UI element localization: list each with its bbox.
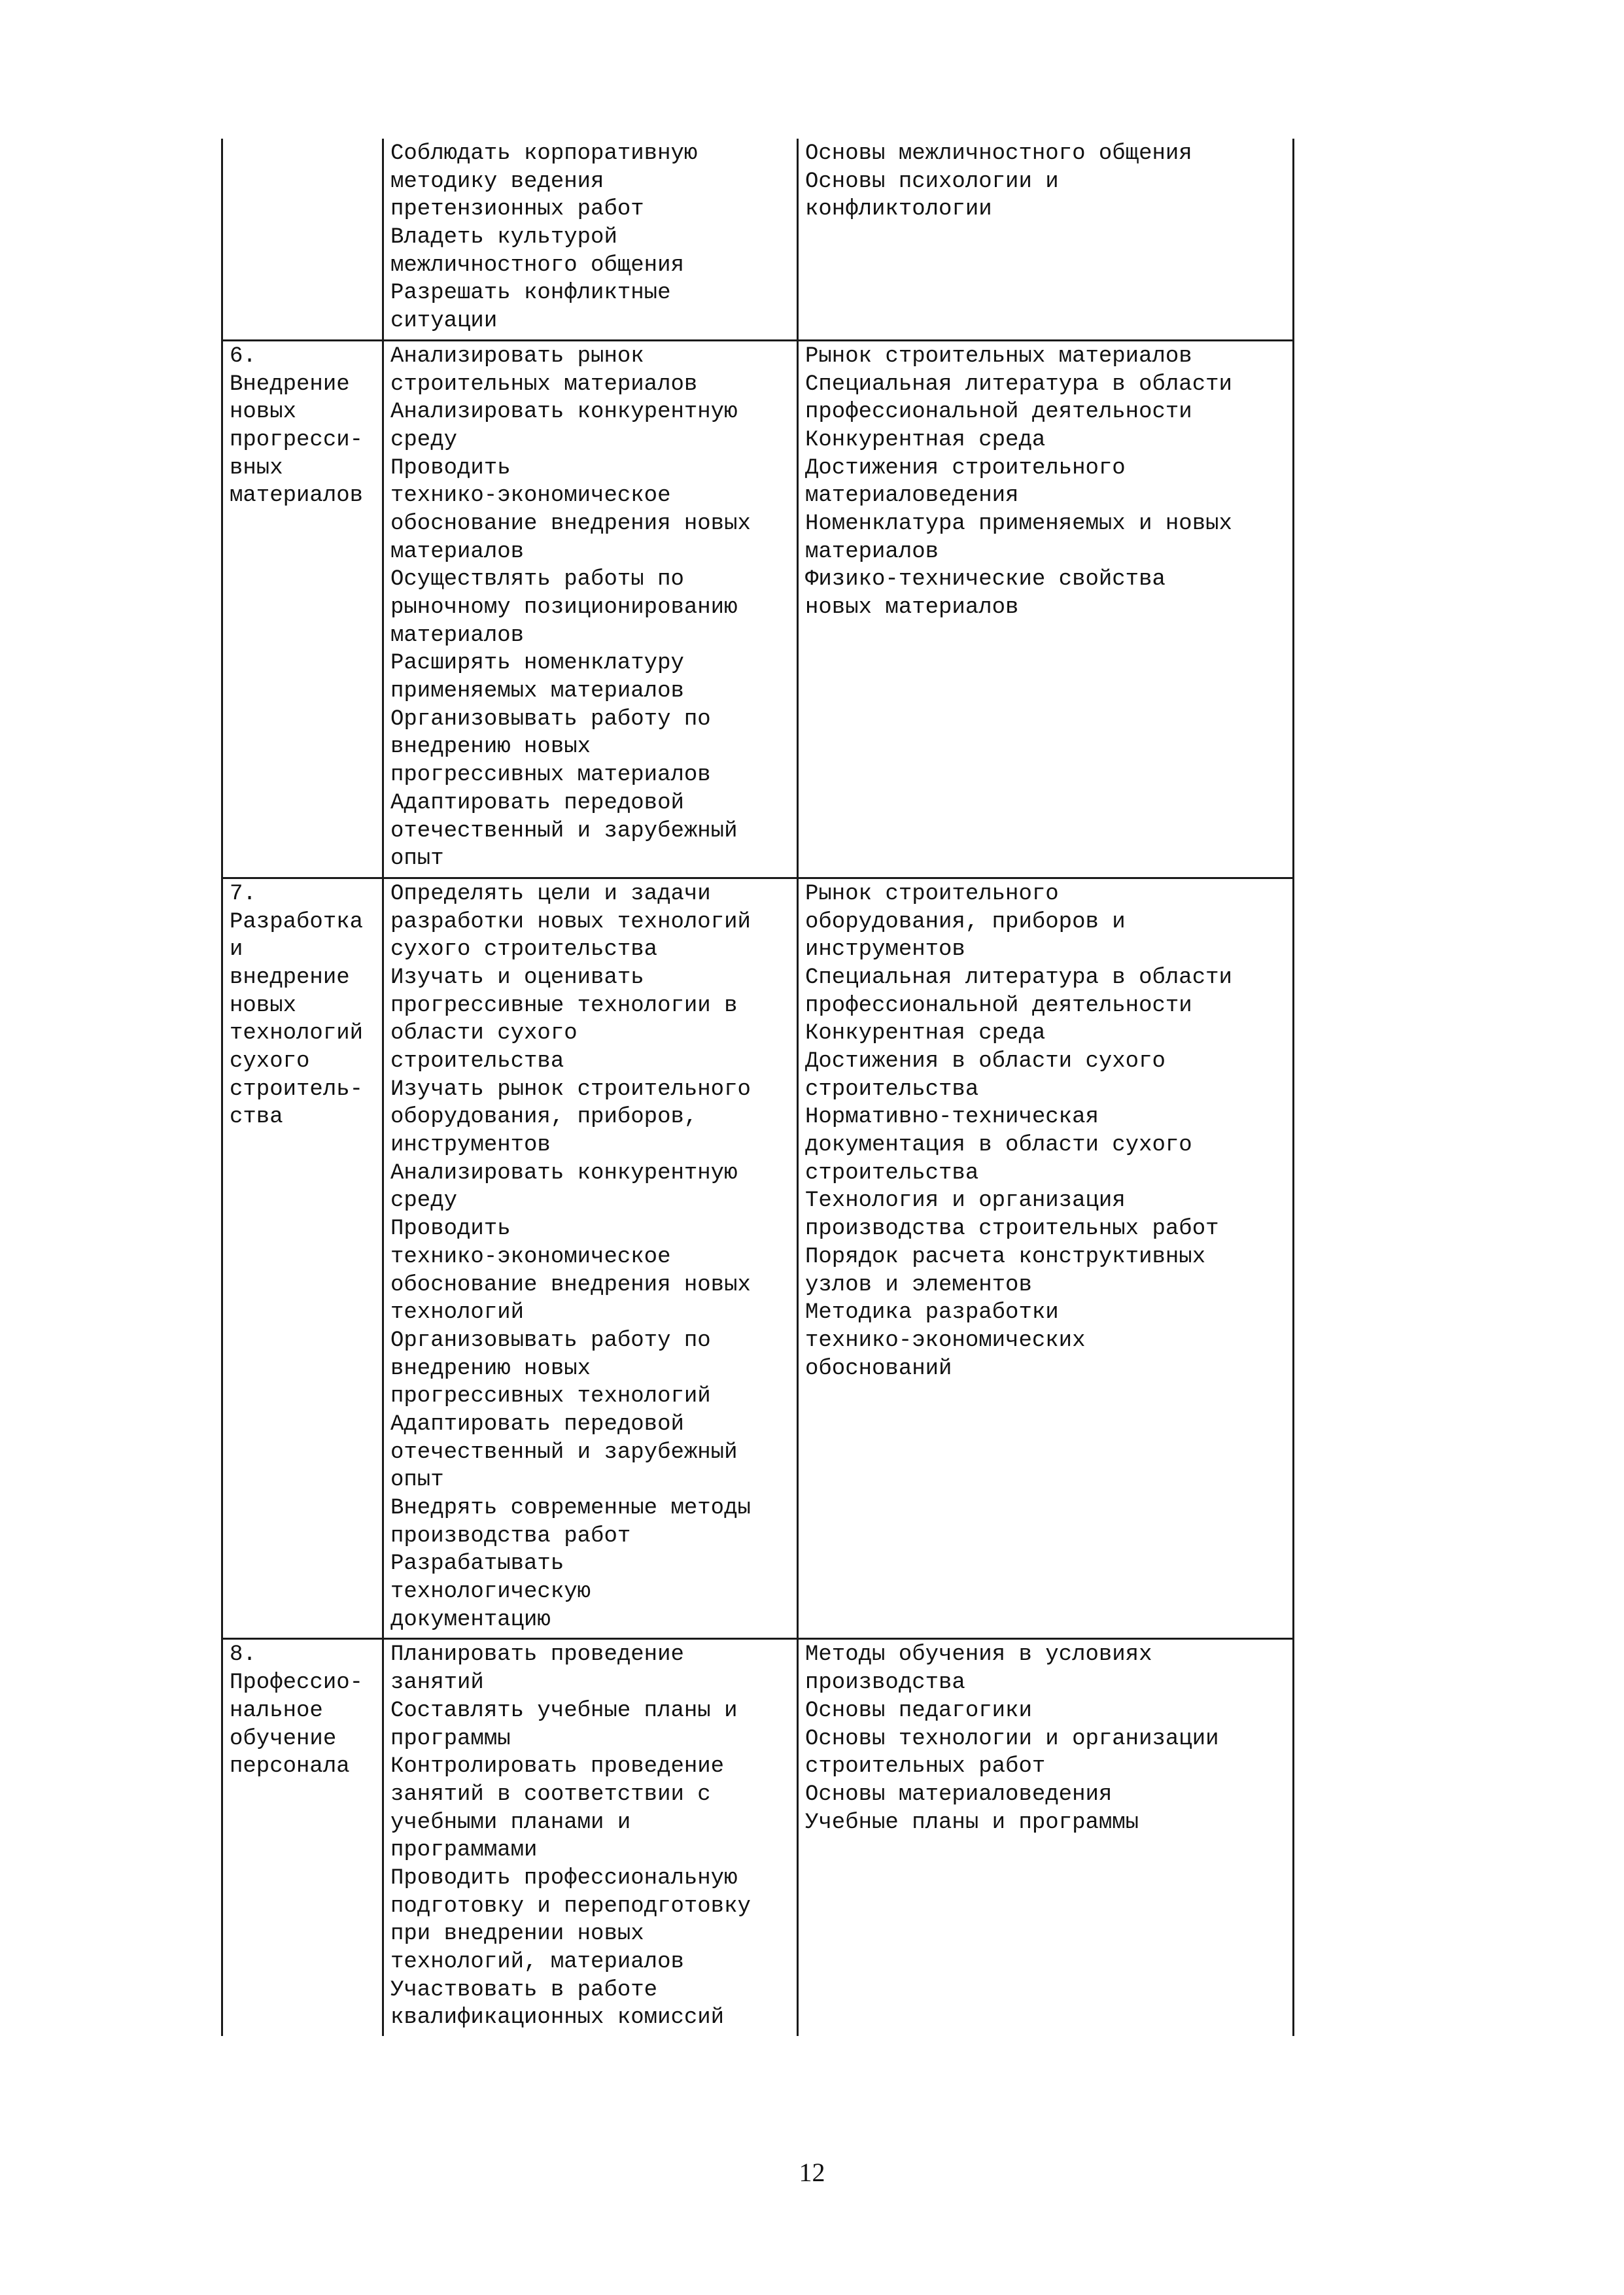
cell-line: материалов: [805, 539, 939, 564]
cell-line: строительства: [805, 1077, 979, 1102]
cell-line: Планировать проведение: [390, 1642, 684, 1668]
knowledge-cell: [798, 878, 1294, 1639]
knowledge-cell: [798, 340, 1294, 878]
cell-line: программы: [390, 1726, 511, 1751]
cell-line: прогрессивные технологии в: [390, 993, 738, 1018]
table-row: [222, 878, 1294, 1639]
cell-line: претензионных работ: [390, 197, 644, 222]
cell-line: Адаптировать передовой: [390, 790, 684, 816]
skills-cell: [383, 878, 798, 1639]
cell-line: Осуществлять работы по: [390, 567, 684, 593]
cell-line: программами: [390, 1838, 538, 1863]
cell-line: Нормативно-техническая: [805, 1105, 1099, 1130]
cell-line: сухого строительства: [390, 937, 658, 963]
cell-line: вных: [230, 455, 283, 481]
cell-line: Изучать рынок строительного: [390, 1077, 751, 1102]
cell-line: среду: [390, 1188, 458, 1214]
cell-line: производства работ: [390, 1523, 631, 1549]
cell-line: персонала: [230, 1754, 350, 1780]
cell-line: 7.: [230, 881, 256, 906]
cell-line: новых: [230, 400, 297, 425]
table-row: [222, 340, 1294, 878]
cell-line: Основы педагогики: [805, 1698, 1032, 1723]
cell-line: оборудования, приборов,: [390, 1105, 698, 1130]
cell-line: технологий, материалов: [390, 1950, 684, 1975]
cell-line: разработки новых технологий: [390, 909, 751, 935]
cell-line: материалов: [390, 623, 525, 648]
skills-cell: [383, 1639, 798, 2036]
cell-line: опыт: [390, 846, 444, 872]
cell-line: технико-экономических: [805, 1328, 1086, 1353]
cell-line: обоснование внедрения новых: [390, 1272, 751, 1298]
cell-line: сухого: [230, 1049, 310, 1074]
cell-line: Основы психологии и: [805, 169, 1059, 194]
cell-line: конфликтологии: [805, 197, 992, 222]
cell-line: ства: [230, 1105, 283, 1130]
cell-line: Внедрять современные методы: [390, 1496, 751, 1521]
cell-line: отечественный и зарубежный: [390, 1440, 738, 1465]
cell-line: опыт: [390, 1468, 444, 1493]
cell-line: производства строительных работ: [805, 1217, 1219, 1242]
cell-line: Анализировать конкурентную: [390, 1160, 738, 1186]
cell-line: Специальная литература в области: [805, 371, 1232, 397]
cell-line: внедрение: [230, 965, 350, 990]
cell-line: строительства: [805, 1160, 979, 1186]
skills-cell: [383, 139, 798, 340]
cell-line: Номенклатура применяемых и новых: [805, 511, 1232, 536]
cell-line: материалов: [390, 539, 525, 564]
cell-line: материаловедения: [805, 483, 1019, 509]
qualification-table: [221, 139, 1294, 2036]
cell-line: новых материалов: [805, 595, 1019, 620]
cell-line: технологий: [390, 1300, 525, 1326]
table-row: [222, 1639, 1294, 2036]
cell-line: и: [230, 937, 243, 963]
cell-line: учебными планами и: [390, 1810, 631, 1835]
skills-cell: [383, 340, 798, 878]
cell-line: узлов и элементов: [805, 1272, 1032, 1298]
cell-line: Порядок расчета конструктивных: [805, 1244, 1206, 1269]
cell-line: Разрешать конфликтные: [390, 281, 671, 306]
cell-line: Разрабатывать: [390, 1551, 564, 1577]
cell-line: строитель-: [230, 1077, 364, 1102]
cell-line: применяемых материалов: [390, 679, 684, 704]
cell-line: технико-экономическое: [390, 483, 671, 509]
cell-line: Определять цели и задачи: [390, 881, 711, 906]
cell-line: Участвовать в работе: [390, 1977, 658, 2003]
cell-line: строительных работ: [805, 1754, 1046, 1780]
cell-line: Организовывать работу по: [390, 706, 711, 732]
cell-line: Проводить: [390, 1217, 511, 1242]
cell-line: при внедрении новых: [390, 1922, 644, 1947]
cell-line: обоснований: [805, 1356, 952, 1381]
cell-line: Владеть культурой: [390, 225, 617, 250]
cell-line: обучение: [230, 1726, 337, 1751]
page-number: 12: [799, 2158, 825, 2187]
cell-line: профессиональной деятельности: [805, 993, 1192, 1018]
cell-line: Адаптировать передовой: [390, 1411, 684, 1437]
cell-line: Разработка: [230, 909, 364, 935]
cell-line: квалификационных комиссий: [390, 2005, 725, 2031]
cell-line: Основы межличностного общения: [805, 141, 1192, 166]
cell-line: Соблюдать корпоративную: [390, 141, 698, 166]
cell-line: Конкурентная среда: [805, 1021, 1046, 1046]
cell-line: Методы обучения в условиях: [805, 1642, 1152, 1668]
cell-line: строительных материалов: [390, 371, 698, 397]
cell-line: Изучать и оценивать: [390, 965, 644, 990]
cell-line: Контролировать проведение: [390, 1754, 725, 1780]
cell-line: Методика разработки: [805, 1300, 1059, 1326]
cell-line: Профессио-: [230, 1670, 364, 1696]
cell-line: Конкурентная среда: [805, 427, 1046, 453]
cell-line: Специальная литература в области: [805, 965, 1232, 990]
cell-line: среду: [390, 427, 458, 453]
cell-line: Анализировать конкурентную: [390, 400, 738, 425]
cell-line: подготовку и переподготовку: [390, 1893, 751, 1919]
function-cell: [222, 878, 383, 1639]
cell-line: внедрению новых: [390, 1356, 591, 1381]
cell-line: профессиональной деятельности: [805, 400, 1192, 425]
cell-line: инструментов: [390, 1133, 551, 1158]
cell-line: документация в области сухого: [805, 1133, 1192, 1158]
cell-line: прогрессивных материалов: [390, 763, 711, 788]
cell-line: прогресси-: [230, 427, 364, 453]
cell-line: методику ведения: [390, 169, 604, 194]
cell-line: внедрению новых: [390, 734, 591, 760]
cell-line: документацию: [390, 1607, 551, 1632]
cell-line: занятий: [390, 1670, 484, 1696]
cell-line: межличностного общения: [390, 252, 684, 278]
cell-line: области сухого: [390, 1021, 578, 1046]
cell-line: Проводить: [390, 455, 511, 481]
function-cell: [222, 340, 383, 878]
cell-line: новых: [230, 993, 297, 1018]
cell-line: Составлять учебные планы и: [390, 1698, 738, 1723]
cell-line: рыночному позиционированию: [390, 595, 738, 620]
cell-line: инструментов: [805, 937, 965, 963]
cell-line: материалов: [230, 483, 364, 509]
cell-line: технико-экономическое: [390, 1244, 671, 1269]
knowledge-cell: [798, 1639, 1294, 2036]
cell-line: Основы технологии и организации: [805, 1726, 1219, 1751]
cell-line: оборудования, приборов и: [805, 909, 1126, 935]
cell-line: Достижения в области сухого: [805, 1049, 1166, 1074]
cell-line: Достижения строительного: [805, 455, 1126, 481]
table-row: [222, 139, 1294, 340]
cell-line: Рынок строительных материалов: [805, 343, 1192, 369]
cell-line: ситуации: [390, 309, 498, 334]
cell-line: Внедрение: [230, 371, 350, 397]
knowledge-cell: [798, 139, 1294, 340]
cell-line: прогрессивных технологий: [390, 1384, 711, 1409]
cell-line: отечественный и зарубежный: [390, 818, 738, 844]
cell-line: строительства: [390, 1049, 564, 1074]
cell-line: нальное: [230, 1698, 323, 1723]
cell-line: производства: [805, 1670, 965, 1696]
cell-line: Анализировать рынок: [390, 343, 644, 369]
cell-line: занятий в соответствии с: [390, 1782, 711, 1807]
cell-line: обоснование внедрения новых: [390, 511, 751, 536]
cell-line: Физико-технические свойства: [805, 567, 1166, 593]
cell-line: 6.: [230, 343, 256, 369]
cell-line: Основы материаловедения: [805, 1782, 1113, 1807]
cell-line: Технология и организация: [805, 1188, 1126, 1214]
cell-line: Проводить профессиональную: [390, 1865, 738, 1891]
function-cell: [222, 1639, 383, 2036]
cell-line: технологическую: [390, 1579, 591, 1605]
cell-line: Учебные планы и программы: [805, 1810, 1139, 1835]
table-body: [222, 139, 1294, 2036]
function-cell: [222, 139, 383, 340]
cell-line: Рынок строительного: [805, 881, 1059, 906]
cell-line: 8.: [230, 1642, 256, 1668]
cell-line: Организовывать работу по: [390, 1328, 711, 1353]
cell-line: Расширять номенклатуру: [390, 651, 684, 676]
cell-line: технологий: [230, 1021, 364, 1046]
